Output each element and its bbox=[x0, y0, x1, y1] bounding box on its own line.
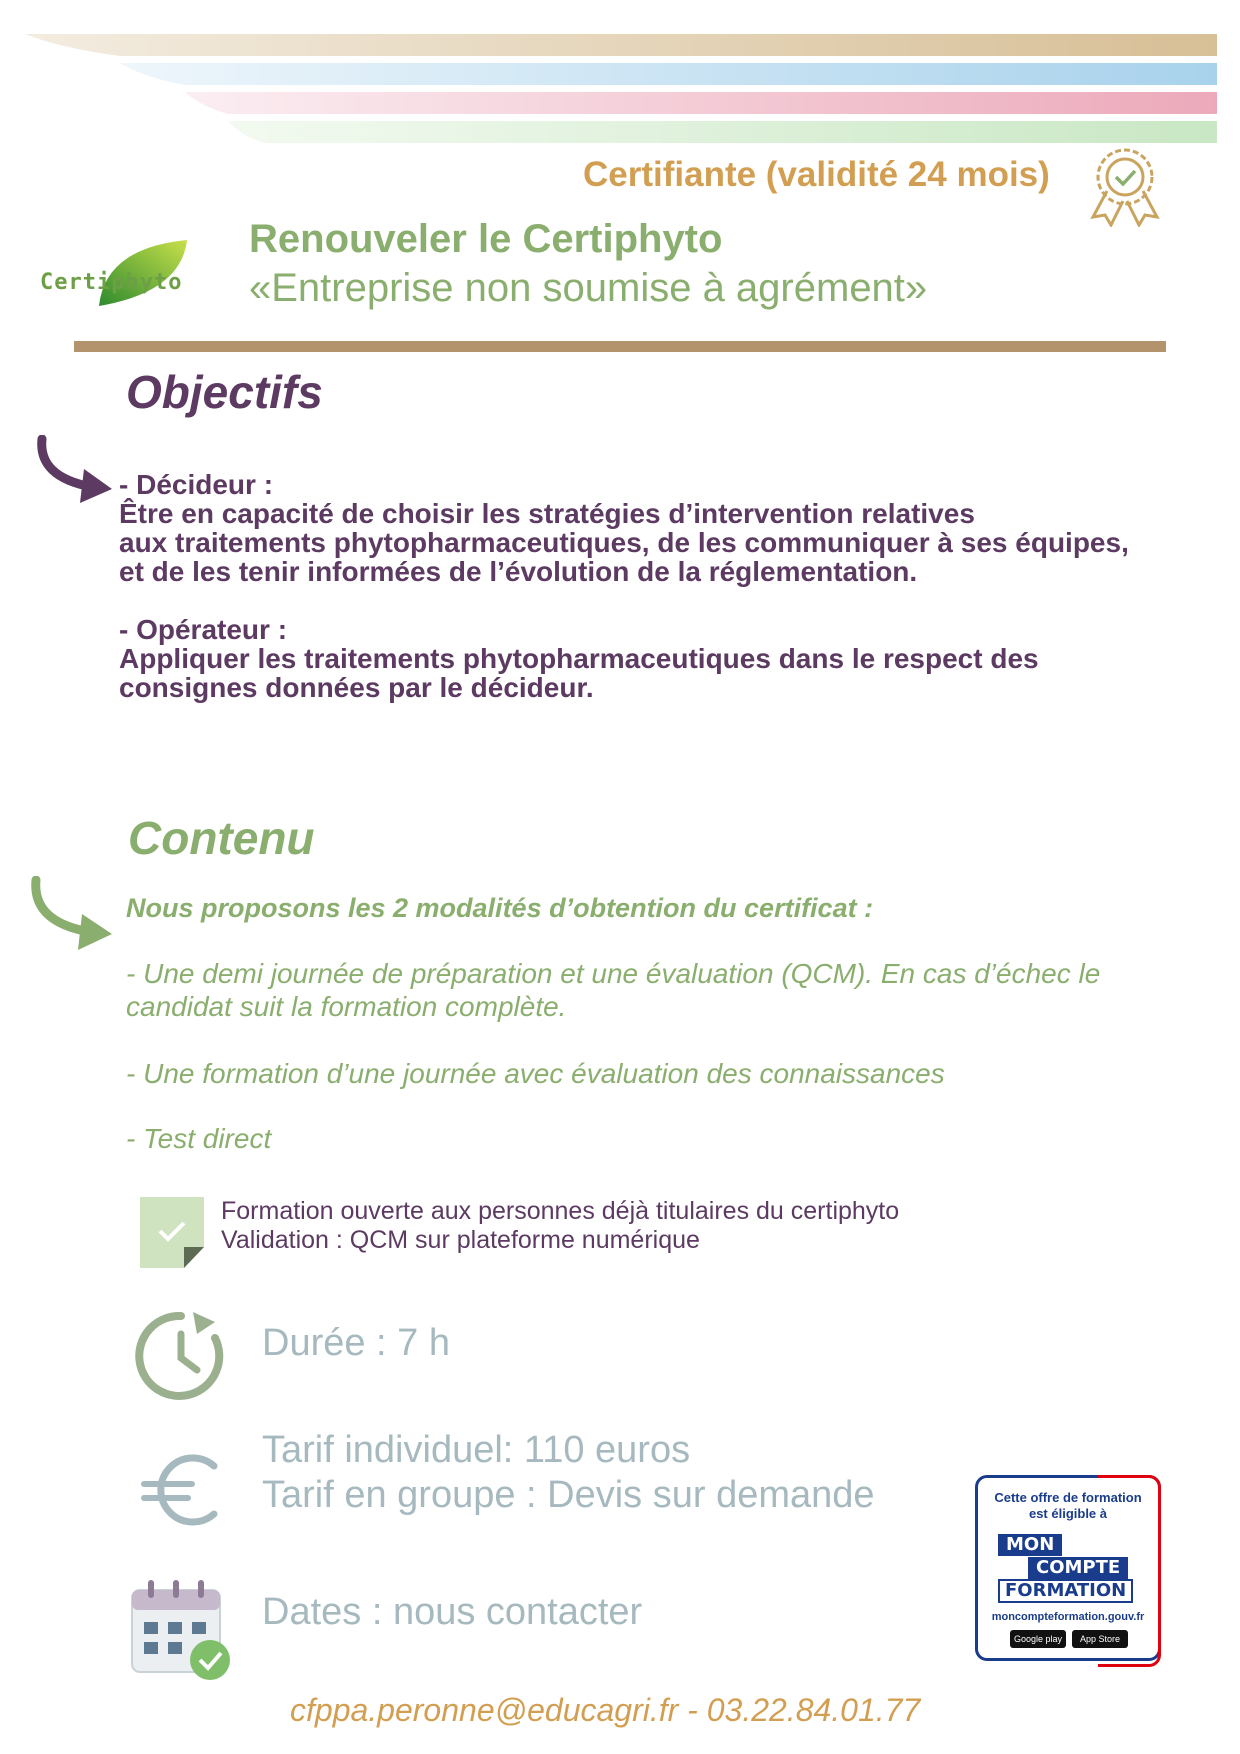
badge-word-mon: MON bbox=[998, 1534, 1062, 1556]
duree-text: Durée : 7 h bbox=[262, 1322, 450, 1364]
decideur-line: et de les tenir informées de l’évolution de la réglementation. bbox=[119, 556, 918, 587]
note-line-2: Validation : QCM sur plateforme numérique bbox=[221, 1226, 700, 1254]
page-subtitle: «Entreprise non soumise à agrément» bbox=[249, 266, 928, 310]
contenu-intro: Nous proposons les 2 modalités d’obtention du certificat : bbox=[126, 893, 874, 923]
formation-note bbox=[221, 1197, 899, 1255]
tarif-groupe-text: Tarif en groupe : Devis sur demande bbox=[262, 1474, 875, 1516]
purple-arrow-icon bbox=[34, 435, 116, 510]
badge-word-formation: FORMATION bbox=[998, 1579, 1133, 1603]
operateur-label: - Opérateur : bbox=[119, 614, 288, 645]
euro-icon bbox=[140, 1450, 226, 1530]
certiphyto-logo-text: Certiphyto bbox=[40, 270, 183, 295]
badge-heading bbox=[978, 1490, 1158, 1522]
contact-info[interactable]: cfppa.peronne@educagri.fr - 03.22.84.01.77 bbox=[290, 1692, 921, 1728]
contenu-item-1-line: candidat suit la formation complète. bbox=[126, 991, 567, 1022]
contenu-heading: Contenu bbox=[128, 812, 315, 864]
contenu-item-1-line: - Une demi journée de préparation et une évaluation (QCM). En cas d’échec le bbox=[126, 958, 1101, 989]
badge-heading-line: est éligible à bbox=[1028, 1506, 1108, 1521]
award-ribbon-icon bbox=[1085, 145, 1165, 227]
contenu-item-1 bbox=[126, 957, 1176, 1023]
objectifs-heading: Objectifs bbox=[126, 366, 323, 418]
decideur-line: aux traitements phytopharmaceutiques, de les communiquer à ses équipes, bbox=[119, 527, 1129, 558]
clock-icon bbox=[133, 1308, 229, 1404]
header-divider bbox=[74, 341, 1166, 352]
google-play-badge[interactable]: Google play bbox=[1010, 1630, 1066, 1648]
decideur-line: Être en capacité de choisir les stratégies d’intervention relatives bbox=[119, 498, 975, 529]
dates-text: Dates : nous contacter bbox=[262, 1591, 643, 1633]
page-title: Renouveler le Certiphyto bbox=[249, 217, 723, 261]
operateur-line: Appliquer les traitements phytopharmaceutiques dans le respect des bbox=[119, 643, 1039, 674]
objectifs-text bbox=[119, 470, 1179, 731]
contenu-item-2: - Une formation d’une journée avec évaluation des connaissances bbox=[126, 1058, 945, 1089]
badge-heading-line: Cette offre de formation bbox=[994, 1490, 1142, 1505]
calendar-check-icon bbox=[128, 1578, 236, 1682]
certifiante-label: Certifiante (validité 24 mois) bbox=[583, 155, 1050, 194]
note-line-1: Formation ouverte aux personnes déjà titulaires du certiphyto bbox=[221, 1197, 900, 1225]
green-arrow-icon bbox=[28, 876, 116, 956]
check-document-icon bbox=[138, 1195, 206, 1270]
operateur-line: consignes données par le décideur. bbox=[119, 672, 594, 703]
app-store-badge[interactable]: App Store bbox=[1072, 1630, 1128, 1648]
badge-url: moncompteformation.gouv.fr bbox=[991, 1611, 1145, 1623]
mon-compte-formation-badge[interactable] bbox=[975, 1475, 1161, 1661]
tarif-individuel-text: Tarif individuel: 110 euros bbox=[262, 1429, 691, 1471]
badge-word-compte: COMPTE bbox=[1028, 1557, 1128, 1579]
header-stripes bbox=[0, 30, 1240, 155]
decideur-label: - Décideur : bbox=[119, 469, 274, 500]
contenu-item-3: - Test direct bbox=[126, 1123, 272, 1154]
